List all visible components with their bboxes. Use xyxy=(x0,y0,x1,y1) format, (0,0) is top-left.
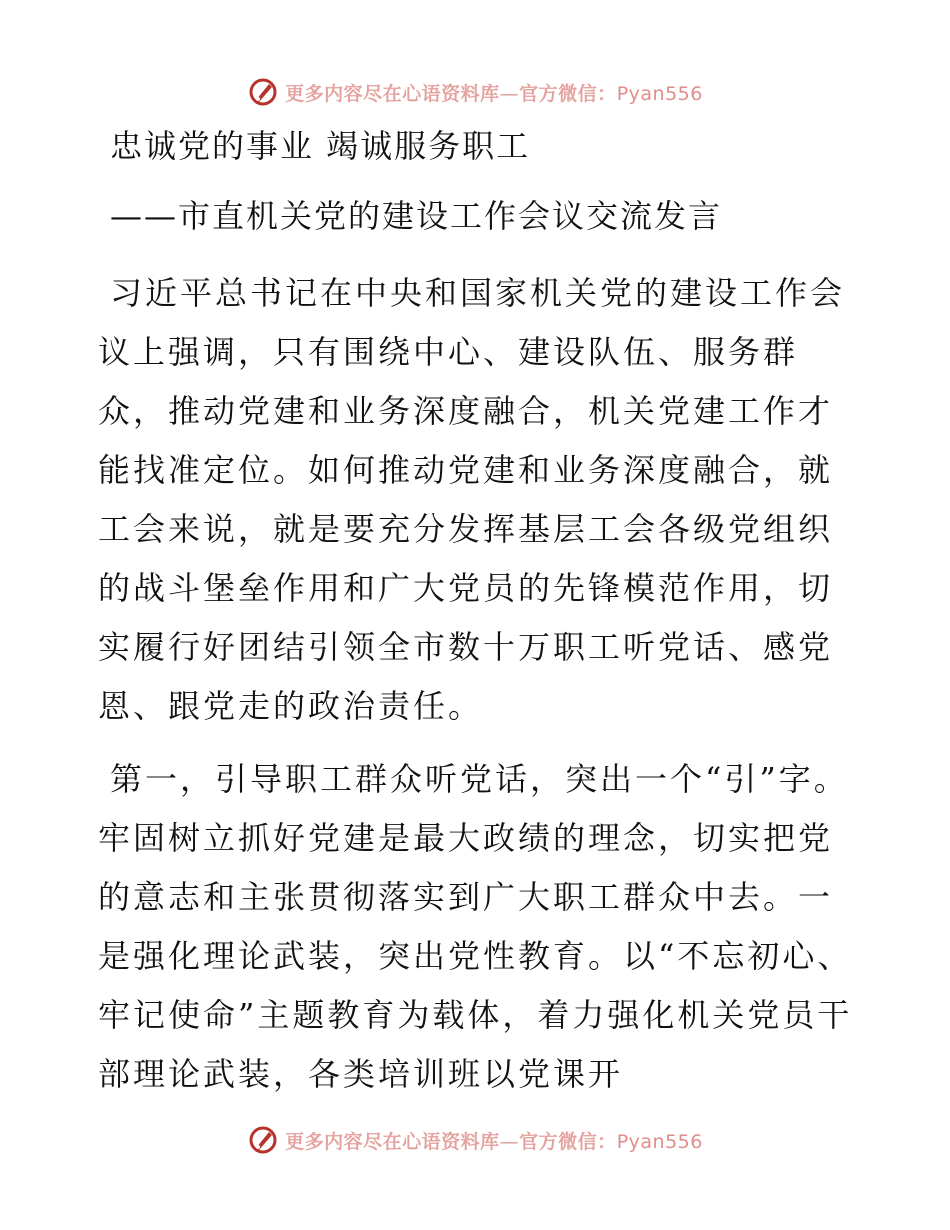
document-title: 忠诚党的事业 竭诚服务职工 xyxy=(110,127,531,165)
document-subtitle: ——市直机关党的建设工作会议交流发言 xyxy=(110,197,723,235)
banner-separator: — xyxy=(499,82,520,105)
banner-contact-id: Pyan556 xyxy=(616,82,703,105)
header-banner xyxy=(0,72,950,112)
banner-text xyxy=(285,1127,703,1154)
banner-contact-id: Pyan556 xyxy=(616,1130,703,1153)
banner-separator: — xyxy=(499,1130,520,1153)
banner-text xyxy=(285,79,703,106)
banner-site-name: 更多内容尽在心语资料库 xyxy=(285,82,500,105)
banner-contact-label: 官方微信： xyxy=(519,82,617,105)
pen-logo-icon xyxy=(247,76,279,108)
banner-contact-label: 官方微信： xyxy=(519,1130,617,1153)
paragraph-2: 第一，引导职工群众听党话，突出一个“引”字。牢固树立抓好党建是最大政绩的理念，切实把党的意志和主张贯彻落实到广大职工群众中去。一是强化理论武装，突出党性教育。以“不忘初心、牢记使命”主题教育为载体，着力强化机关党员干部理论武装，各类培训班以党课开 xyxy=(98,760,853,1093)
footer-banner xyxy=(0,1120,950,1160)
document-body xyxy=(98,126,858,1104)
banner-site-name: 更多内容尽在心语资料库 xyxy=(285,1130,500,1153)
pen-logo-icon xyxy=(247,1124,279,1156)
paragraph-1: 习近平总书记在中央和国家机关党的建设工作会议上强调，只有围绕中心、建设队伍、服务群众，推动党建和业务深度融合，机关党建工作才能找准定位。如何推动党建和业务深度融合，就工会来说，就是要充分发挥基层工会各级党组织的战斗堡垒作用和广大党员的先锋模范作用，切实履行好团结引领全市数十万职工听党话、感党恩、跟党走的政治责任。 xyxy=(98,274,846,725)
